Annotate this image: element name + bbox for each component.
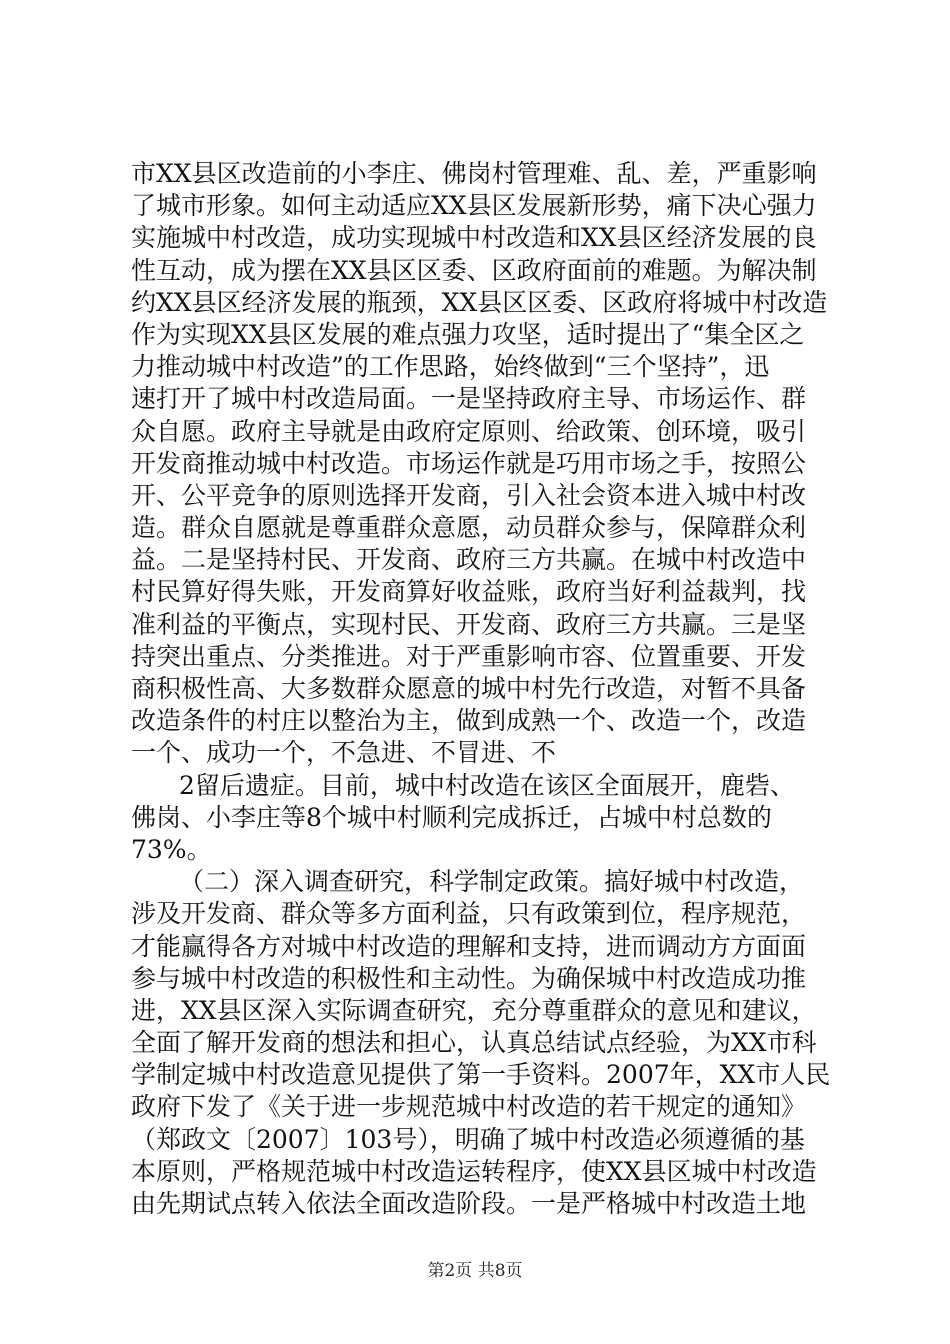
page-number-footer: 第2页 共8页	[427, 1261, 523, 1281]
text-line: 政府下发了《关于进一步规范城中村改造的若干规定的通知》	[131, 1092, 807, 1122]
text-line: 本原则，严格规范城中村改造运转程序，使XX县区城中村改造	[131, 1156, 817, 1186]
text-line: 开发商推动城中村改造。市场运作就是巧用市场之手，按照公	[131, 448, 807, 478]
text-line: 准利益的平衡点，实现村民、开发商、政府三方共赢。三是坚	[131, 609, 807, 639]
text-line: 村民算好得失账，开发商算好收益账，政府当好利益裁判，找	[131, 577, 807, 607]
text-line: 进，XX县区深入实际调查研究，充分尊重群众的意见和建议，	[131, 995, 817, 1025]
text-line: 开、公平竞争的原则选择开发商，引入社会资本进入城中村改	[131, 480, 807, 510]
text-line: 持突出重点、分类推进。对于严重影响市容、位置重要、开发	[131, 641, 807, 671]
text-line: 力推动城中村改造”的工作思路，始终做到“三个坚持”，迅	[131, 352, 770, 382]
text-line: 众自愿。政府主导就是由政府定原则、给政策、创环境，吸引	[131, 416, 807, 446]
text-line: 涉及开发商、群众等多方面利益，只有政策到位，程序规范，	[131, 899, 807, 929]
text-line: 改造条件的村庄以整治为主，做到成熟一个、改造一个，改造	[131, 706, 807, 736]
text-line: 一个、成功一个，不急进、不冒进、不	[131, 738, 557, 768]
text-line: （郑政文〔2007〕103号），明确了城中村改造必须遵循的基	[131, 1124, 805, 1154]
text-line: 了城市形象。如何主动适应XX县区发展新形势，痛下决心强力	[131, 191, 817, 221]
text-line: 造。群众自愿就是尊重群众意愿，动员群众参与，保障群众利	[131, 513, 807, 543]
text-line: 才能赢得各方对城中村改造的理解和支持，进而调动方方面面	[131, 931, 807, 961]
text-line: 益。二是坚持村民、开发商、政府三方共赢。在城中村改造中	[131, 545, 807, 575]
text-line: 2留后遗症。目前，城中村改造在该区全面展开，鹿砦、	[179, 770, 795, 800]
text-line: 作为实现XX县区发展的难点强力攻坚，适时提出了“集全区之	[131, 319, 805, 349]
text-line: 全面了解开发商的想法和担心，认真总结试点经验，为XX市科	[131, 1028, 817, 1058]
text-line: 市XX县区改造前的小李庄、佛岗村管理难、乱、差，严重影响	[131, 159, 817, 188]
text-line: 参与城中村改造的积极性和主动性。为确保城中村改造成功推	[131, 963, 807, 993]
text-line: 学制定城中村改造意见提供了第一手资料。2007年，XX市人民	[131, 1060, 831, 1090]
text-line: 约XX县区经济发展的瓶颈，XX县区区委、区政府将城中村改造	[131, 287, 828, 317]
text-line: 性互动，成为摆在XX县区区委、区政府面前的难题。为解决制	[131, 255, 817, 285]
body-text	[131, 158, 831, 1220]
text-line: 商积极性高、大多数群众愿意的城中村先行改造，对暂不具备	[131, 674, 807, 703]
text-line: 速打开了城中村改造局面。一是坚持政府主导、市场运作、群	[131, 384, 807, 414]
text-line: 73%。	[131, 834, 212, 864]
text-line: 实施城中村改造，成功实现城中村改造和XX县区经济发展的良	[131, 223, 817, 253]
text-line: 由先期试点转入依法全面改造阶段。一是严格城中村改造土地	[131, 1189, 807, 1218]
text-line: 佛岗、小李庄等8个城中村顺利完成拆迁，占城中村总数的	[131, 802, 772, 832]
section-heading-line: （二）深入调查研究，科学制定政策。搞好城中村改造，	[179, 867, 805, 897]
